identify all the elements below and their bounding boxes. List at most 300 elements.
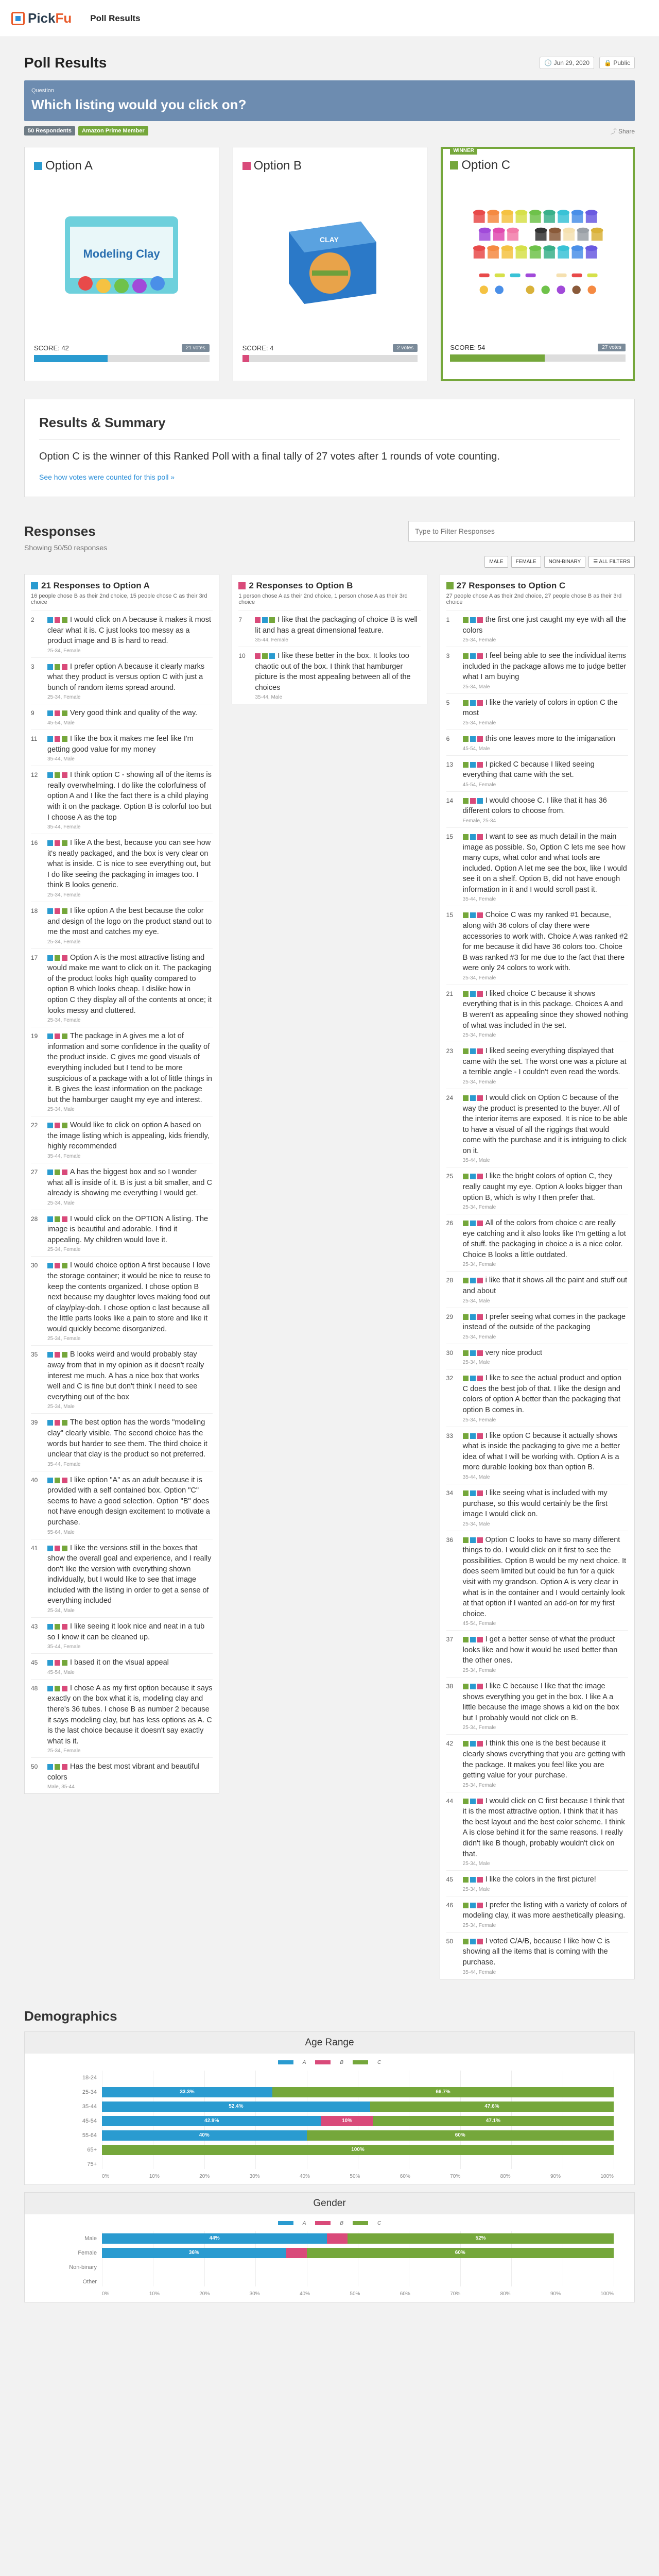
respondent-demographics: 25-34, Female	[462, 637, 496, 643]
rank-square	[463, 1877, 469, 1883]
age-row	[82, 2085, 614, 2099]
option-card-b[interactable]	[233, 147, 428, 381]
rank-square	[47, 1216, 53, 1222]
response-item	[446, 611, 628, 647]
date-badge: 🕓 Jun 29, 2020	[540, 57, 594, 69]
rank-order-indicator	[463, 1741, 483, 1747]
response-text: All of the colors from choice c are really eye catching and it also looks like I'm getting a lot of stuff. the packaging in choice a is a nice color. Choice B looks a little outdated.	[462, 1219, 626, 1259]
chart-legend	[25, 2221, 634, 2226]
response-item	[31, 1757, 213, 1793]
response-text: this one leaves more to the imiganation	[485, 735, 615, 743]
showing-count: Showing 50/50 responses	[24, 544, 108, 552]
response-number: 28	[31, 1215, 38, 1223]
rank-square	[62, 955, 67, 961]
visibility-text: Public	[613, 59, 630, 66]
respondent-demographics: 35-44, Female	[462, 1969, 496, 1975]
rank-square	[477, 1314, 483, 1320]
response-text: I like option "A" as an adult because it is provided with a self contained box. Option "C" seems to have a good selection. Option "B" does not have enough design excitement to motivate a purchase.	[47, 1476, 210, 1527]
all-filters-button[interactable]: ☰ ALL FILTERS	[588, 556, 635, 568]
response-number: 50	[31, 1763, 38, 1771]
respondent-demographics: 35-44, Male	[47, 756, 75, 762]
option-color-swatch	[242, 162, 251, 170]
rank-square	[470, 1314, 476, 1320]
option-color-swatch	[450, 161, 458, 170]
rank-order-indicator	[255, 653, 275, 659]
rank-square	[463, 1221, 469, 1226]
filter-responses-input[interactable]	[408, 521, 635, 541]
respondent-demographics: 35-44, Female	[47, 1644, 81, 1650]
bar-segment-b	[327, 2233, 348, 2244]
rank-square	[62, 710, 67, 716]
response-number: 17	[31, 954, 38, 961]
response-text-block	[47, 1475, 213, 1528]
response-text-block	[47, 734, 213, 755]
response-text-block	[463, 832, 628, 895]
rank-square	[470, 762, 476, 768]
respondent-demographics: 25-34, Male	[462, 1521, 490, 1527]
rank-square	[470, 736, 476, 742]
response-item	[446, 1089, 628, 1167]
rank-square	[463, 736, 469, 742]
rank-square	[470, 1350, 476, 1356]
rank-order-indicator	[47, 617, 67, 623]
option-card-a[interactable]	[24, 147, 219, 381]
age-row	[82, 2099, 614, 2114]
response-number: 12	[31, 771, 38, 779]
response-text: I think option C - showing all of the items is really overwhelming. I do like the colorfulness of option A and I like the fact there is a child playing with it on the package. Option B is colorful too but I choose A as the top	[47, 771, 212, 822]
respondent-demographics: 25-34, Male	[462, 1298, 490, 1304]
legend-label-a: A	[302, 2059, 306, 2065]
respondent-demographics: 25-34, Female	[462, 1725, 496, 1731]
response-item	[238, 611, 420, 647]
response-text: i like that it shows all the paint and stuff out and about	[462, 1276, 628, 1296]
response-item	[446, 1630, 628, 1677]
rank-order-indicator	[47, 772, 67, 778]
rank-square	[62, 1478, 67, 1483]
demographics-title: Demographics	[24, 2008, 117, 2024]
x-tick-label: 40%	[300, 2173, 310, 2179]
rank-square	[62, 617, 67, 623]
option-name: Option A	[45, 159, 93, 173]
response-number: 30	[31, 1262, 38, 1269]
rank-square	[463, 1939, 469, 1944]
response-item	[446, 1042, 628, 1089]
bar-segment-a: 44%	[102, 2233, 327, 2244]
response-number: 38	[446, 1683, 454, 1690]
response-item	[31, 1413, 213, 1470]
rank-square	[55, 908, 60, 914]
rank-square	[47, 1123, 53, 1128]
response-number: 43	[31, 1623, 38, 1631]
rank-order-indicator	[463, 1174, 483, 1179]
gender-row	[78, 2246, 614, 2260]
response-text: I would choose C. I like that it has 36 different colors to choose from.	[462, 796, 607, 816]
response-item	[31, 730, 213, 766]
option-score-fill	[450, 354, 545, 362]
rank-square	[470, 1903, 476, 1908]
option-card-c[interactable]	[441, 147, 635, 381]
response-number: 15	[446, 833, 454, 840]
option-image[interactable]	[260, 191, 401, 325]
rank-order-indicator	[47, 736, 67, 742]
response-text-block	[47, 1120, 213, 1152]
rank-order-indicator	[47, 1216, 67, 1222]
response-text: Very good think and quality of the way.	[70, 709, 198, 718]
rank-square	[55, 1624, 60, 1630]
response-text-block	[47, 953, 213, 1016]
rank-square	[463, 798, 469, 804]
rank-square	[470, 1637, 476, 1642]
filter-nonbinary-button[interactable]: NON-BINARY	[544, 556, 586, 568]
option-votes-badge: 27 votes	[598, 344, 626, 351]
rank-square	[463, 1174, 469, 1179]
legend-label-b: B	[340, 2059, 344, 2065]
respondent-demographics: 35-44, Male	[462, 1474, 490, 1480]
rank-order-indicator	[463, 1903, 483, 1908]
bar-segment-c: 60%	[307, 2130, 614, 2141]
bar-segment-c: 47.6%	[370, 2102, 614, 2112]
respondent-demographics: 35-44, Female	[47, 824, 81, 831]
response-item	[446, 1932, 628, 1979]
rank-square	[470, 653, 476, 659]
rank-square	[55, 1263, 60, 1268]
row-label: Non-binary	[69, 2264, 97, 2270]
response-text: I like that the packaging of choice B is well lit and has a great dimensional feature.	[255, 616, 418, 635]
row-label: 35-44	[82, 2103, 97, 2110]
rank-square	[47, 617, 53, 623]
response-item	[446, 791, 628, 827]
response-text: A has the biggest box and so I wonder what all is inside of it. B is just a bit smaller, and C already is showing me everything I would get.	[47, 1167, 212, 1198]
response-number: 45	[446, 1876, 454, 1884]
rank-square	[47, 1170, 53, 1175]
response-number: 3	[446, 652, 450, 660]
response-text-block	[47, 770, 213, 823]
response-text-block	[47, 1349, 213, 1402]
response-text-block	[47, 1621, 213, 1642]
rank-order-indicator	[47, 1420, 67, 1426]
response-item	[446, 1870, 628, 1896]
rank-square	[55, 1033, 60, 1039]
x-tick-label: 100%	[600, 2291, 614, 2297]
respondent-demographics: 25-34, Female	[47, 1748, 81, 1754]
summary-text: Option C is the winner of this Ranked Poll with a final tally of 27 votes after 1 rounds of vote counting.	[39, 451, 500, 462]
response-item	[31, 657, 213, 704]
response-text: I like C because I like that the image shows everything you get in the box. I like A a little because the image shows a kid on the box but I probably would not click on B.	[462, 1682, 619, 1722]
response-number: 11	[31, 735, 38, 743]
rank-square	[463, 1095, 469, 1101]
rank-square	[477, 617, 483, 623]
response-text-block	[47, 838, 213, 891]
response-text-block	[463, 1634, 628, 1666]
row-label: 25-34	[82, 2089, 97, 2095]
app-page-title: Poll Results	[90, 13, 141, 23]
rank-square	[463, 1490, 469, 1496]
summary-card	[24, 399, 635, 497]
rank-order-indicator	[47, 664, 67, 670]
rank-square	[62, 1420, 67, 1426]
column-title: 2 Responses to Option B	[249, 581, 353, 590]
x-axis	[102, 2174, 614, 2179]
response-item	[31, 1471, 213, 1539]
rank-order-indicator	[47, 1624, 67, 1630]
rank-square	[55, 1764, 60, 1770]
response-text-block	[463, 651, 628, 683]
response-text: Choice C was my ranked #1 because, along with 36 colors of clay there were accessories to work with. Choice A was ranked #2 for me because it did have 36 colors too. Choice B was ranked #3 for me due to the fact that there were only 24 colors to work with.	[462, 911, 628, 973]
x-tick-label: 80%	[500, 2173, 511, 2179]
rank-order-indicator	[47, 1033, 67, 1039]
bar-segment-a: 36%	[102, 2248, 286, 2258]
response-text-block	[463, 910, 628, 973]
rank-square	[47, 1352, 53, 1358]
rank-order-indicator	[463, 1799, 483, 1804]
rank-order-indicator	[463, 617, 483, 623]
rank-square	[62, 736, 67, 742]
x-tick-label: 90%	[550, 2173, 561, 2179]
rank-square	[477, 1877, 483, 1883]
rank-square	[47, 1546, 53, 1551]
respondent-demographics: 25-34, Male	[47, 1107, 75, 1113]
rank-square	[62, 1352, 67, 1358]
response-item	[446, 1344, 628, 1369]
response-number: 41	[31, 1544, 38, 1552]
rank-square	[62, 1660, 67, 1666]
rank-square	[477, 1095, 483, 1101]
rank-order-indicator	[47, 1478, 67, 1483]
respondent-demographics: 45-54, Male	[462, 745, 490, 752]
response-text-block	[47, 1417, 213, 1460]
respondent-demographics: Female, 25-34	[462, 818, 496, 824]
rank-square	[47, 664, 53, 670]
rank-square	[477, 1433, 483, 1439]
rank-order-indicator	[463, 1095, 483, 1101]
rank-order-indicator	[463, 762, 483, 768]
rank-square	[55, 617, 60, 623]
rank-square	[47, 1420, 53, 1426]
rank-order-indicator	[47, 1764, 67, 1770]
respondent-demographics: 25-34, Male	[462, 1861, 490, 1867]
rank-order-indicator	[463, 1490, 483, 1496]
response-number: 30	[446, 1349, 454, 1357]
column-color-swatch	[238, 582, 246, 589]
response-text-block	[47, 1260, 213, 1334]
response-number: 14	[446, 796, 454, 804]
response-item	[446, 1484, 628, 1531]
option-image[interactable]	[467, 190, 608, 324]
response-number: 40	[31, 1476, 38, 1484]
chart-legend	[25, 2060, 634, 2065]
response-item	[31, 1617, 213, 1653]
rank-square	[47, 1764, 53, 1770]
rank-square	[470, 1221, 476, 1226]
response-text-block	[47, 1031, 213, 1105]
response-item	[446, 985, 628, 1042]
bar-segment-c: 52%	[348, 2233, 614, 2244]
respondent-demographics: 45-54, Male	[47, 720, 75, 726]
rank-order-indicator	[463, 1537, 483, 1543]
x-tick-label: 30%	[249, 2291, 260, 2297]
respondent-demographics: 25-34, Male	[47, 1404, 75, 1410]
rank-square	[463, 1637, 469, 1642]
rank-square	[477, 834, 483, 840]
rank-square	[477, 1637, 483, 1642]
respondent-demographics: Male, 35-44	[47, 1784, 75, 1790]
response-item	[31, 1653, 213, 1679]
option-image[interactable]	[51, 191, 192, 325]
response-text: I picked C because I liked seeing everything that came with the set.	[462, 760, 595, 779]
rank-order-indicator	[47, 1263, 67, 1268]
respondent-demographics: 25-34, Female	[462, 1922, 496, 1928]
response-item	[238, 647, 420, 704]
rank-square	[47, 840, 53, 846]
response-text: The package in A gives me a lot of information and some confidence in the quality of the product inside. C gives me good visuals of everything included but I tend to be more suspicious of a package with a lot of little things in it. B gives the least information on the package but the hamburger caught my eye and interest.	[47, 1032, 212, 1104]
rank-square	[463, 1350, 469, 1356]
column-subtitle: 27 people chose A as their 2nd choice, 27 people chose B as their 3rd choice	[446, 593, 622, 605]
response-number: 21	[446, 990, 454, 997]
response-text-block	[463, 1535, 628, 1620]
share-link[interactable]: ⤴ Share	[610, 127, 635, 135]
response-text: I like A the best, because you can see how it's neatly packaged, and the box is very clear on what is inside. C is nice to see everything out, but I do like seeing the packaging in images too. I think B looks generic.	[47, 839, 211, 890]
rank-square	[477, 1350, 483, 1356]
visibility-badge[interactable]: 🔒 Public	[599, 57, 635, 69]
rank-order-indicator	[463, 798, 483, 804]
bar-segment-a: 40%	[102, 2130, 307, 2141]
response-item	[446, 755, 628, 791]
response-number: 36	[446, 1536, 454, 1544]
x-tick-label: 30%	[249, 2173, 260, 2179]
column-title: 27 Responses to Option C	[456, 581, 566, 590]
x-tick-label: 60%	[400, 2291, 410, 2297]
response-text-block	[47, 1683, 213, 1747]
rank-order-indicator	[463, 1637, 483, 1642]
rank-order-indicator	[47, 955, 67, 961]
column-title: 21 Responses to Option A	[41, 581, 150, 590]
rank-square	[470, 1939, 476, 1944]
x-tick-label: 0%	[102, 2173, 110, 2179]
x-tick-label: 80%	[500, 2291, 511, 2297]
rank-square	[47, 1686, 53, 1691]
rank-square	[55, 1352, 60, 1358]
vote-count-link[interactable]: See how votes were counted for this poll »	[39, 473, 175, 481]
rank-square	[477, 1537, 483, 1543]
rank-square	[62, 1624, 67, 1630]
x-tick-label: 50%	[350, 2291, 360, 2297]
response-text-block	[463, 1936, 628, 1968]
response-number: 50	[446, 1937, 454, 1945]
rank-square	[463, 912, 469, 918]
filter-female-button[interactable]: FEMALE	[511, 556, 541, 568]
filter-male-button[interactable]: MALE	[484, 556, 508, 568]
top-bar	[0, 0, 659, 37]
rank-square	[47, 1660, 53, 1666]
response-item	[31, 1345, 213, 1413]
rank-square	[470, 1433, 476, 1439]
responses-column-c	[440, 574, 635, 1979]
respondent-demographics: 25-34, Male	[47, 1200, 75, 1206]
rank-square	[463, 1314, 469, 1320]
x-tick-label: 70%	[450, 2291, 461, 2297]
row-label: 45-54	[82, 2117, 97, 2124]
rank-square	[470, 1376, 476, 1381]
date-text: Jun 29, 2020	[553, 59, 590, 66]
rank-square	[470, 798, 476, 804]
legend-swatch-c	[353, 2060, 368, 2064]
response-text: I feel being able to see the individual items included in the package allows me to judge better what I am buying	[462, 652, 627, 682]
response-text: I like to see the actual product and option C does the best job of that. I like the design and colors of option A better than the packaging that option B comes in.	[462, 1374, 622, 1415]
response-text-block	[463, 1312, 628, 1333]
response-number: 34	[446, 1489, 454, 1497]
rank-square	[55, 1686, 60, 1691]
response-text-block	[463, 1171, 628, 1203]
response-text-block	[47, 1214, 213, 1246]
response-item	[446, 1427, 628, 1484]
rank-square	[47, 955, 53, 961]
rank-order-indicator	[463, 834, 483, 840]
x-tick-label: 50%	[350, 2173, 360, 2179]
age-row	[82, 2128, 614, 2143]
legend-swatch-b	[315, 2060, 331, 2064]
response-text-block	[463, 1275, 628, 1296]
bar-segment-a: 33.3%	[102, 2087, 272, 2097]
response-number: 39	[31, 1419, 38, 1427]
rank-square	[255, 617, 261, 623]
option-score-bar	[242, 355, 418, 362]
gender-chart-title: Gender	[25, 2193, 634, 2214]
response-text: I like the versions still in the boxes that show the overall goal and experience, and I really don't like the version with everything shown individually, but I would like to see that image included with the listing in order to get a sense of everything included	[47, 1544, 212, 1605]
respondent-demographics: 35-44, Male	[462, 1158, 490, 1164]
response-text: I like these better in the box. It looks too chaotic out of the box. I think that hamburger picture is the most appealing between all of the choices	[255, 652, 411, 692]
respondent-demographics: 25-34, Female	[462, 1205, 496, 1211]
question-card	[24, 80, 635, 121]
option-score: SCORE: 4	[242, 344, 274, 352]
rank-square	[463, 1048, 469, 1054]
response-number: 7	[238, 616, 242, 623]
response-text-block	[47, 708, 213, 719]
bar-segment-c: 66.7%	[272, 2087, 614, 2097]
rank-order-indicator	[47, 840, 67, 846]
pickfu-logo[interactable]: PickFu	[11, 10, 72, 26]
responses-title: Responses	[24, 523, 96, 539]
response-number: 19	[31, 1032, 38, 1040]
column-color-swatch	[31, 582, 38, 589]
response-text-block	[463, 1738, 628, 1781]
response-number: 29	[446, 1313, 454, 1320]
x-tick-label: 70%	[450, 2173, 461, 2179]
response-number: 18	[31, 907, 38, 914]
rank-square	[463, 617, 469, 623]
legend-swatch-c	[353, 2221, 368, 2225]
responses-column-a	[24, 574, 219, 1794]
response-number: 2	[31, 616, 34, 623]
response-text-block	[463, 1373, 628, 1415]
rank-square	[477, 700, 483, 706]
age-row	[82, 2114, 614, 2128]
rank-order-indicator	[463, 1314, 483, 1320]
response-text-block	[463, 1796, 628, 1859]
response-text: I based it on the visual appeal	[70, 1658, 169, 1667]
rank-order-indicator	[47, 1123, 67, 1128]
rank-square	[470, 1741, 476, 1747]
response-number: 33	[446, 1432, 454, 1439]
rank-square	[477, 736, 483, 742]
age-row	[87, 2157, 614, 2172]
column-subtitle: 16 people chose B as their 2nd choice, 15 people chose C as their 3rd choice	[31, 593, 207, 605]
response-number: 37	[446, 1636, 454, 1643]
bar-segment-a: 52.4%	[102, 2102, 370, 2112]
response-text: I like the variety of colors in option C the most	[462, 698, 618, 718]
response-text-block	[463, 615, 628, 636]
respondent-demographics: 25-34, Male	[47, 1608, 75, 1614]
rank-square	[477, 762, 483, 768]
